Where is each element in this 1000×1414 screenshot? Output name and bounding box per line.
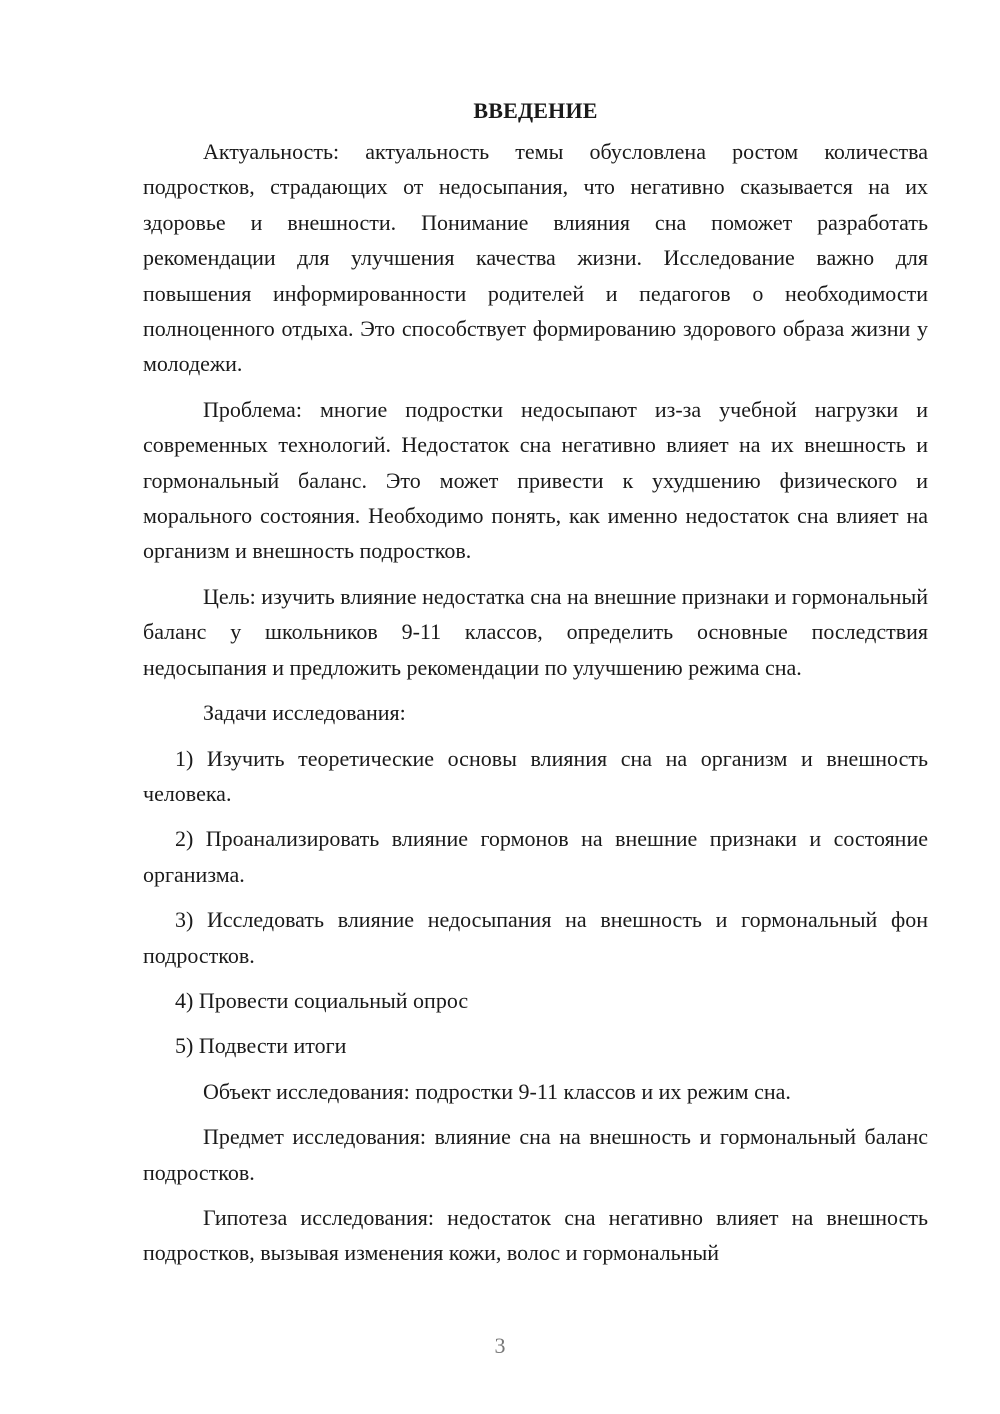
paragraph-hypothesis: Гипотеза исследования: недостаток сна негативно влияет на внешность подростков, вызывая изменения кожи, волос и гормональный xyxy=(143,1204,928,1266)
paragraph-tasks-heading: Задачи исследования: xyxy=(203,700,406,726)
paragraph-goal: Цель: изучить влияние недостатка сна на внешние признаки и гормональный баланс у школьников 9-11 классов, определить основные последствия недосыпания и предложить рекомендации по улучшению режима сна. xyxy=(143,583,928,680)
page-content xyxy=(143,96,928,1271)
page-number: 3 xyxy=(494,1333,506,1358)
section-title: ВВЕДЕНИЕ xyxy=(473,98,598,123)
task-item-2: 2) Проанализировать влияние гормонов на внешние признаки и состояние организма. xyxy=(143,826,928,887)
task-item-5: 5) Подвести итоги xyxy=(175,1033,347,1059)
paragraph-relevance: Актуальность: актуальность темы обусловлена ростом количества подростков, страдающих от недосыпания, что негативно сказывается на их здоровье и внешности. Понимание влияния сна поможет разработать рекомендации для улучшения качества жизни. Исследование важно для повышения информированности родителей и педагогов о необходимости полноценного отдыха. Это способствует формированию здорового образа жизни у молодежи. xyxy=(143,139,928,377)
paragraph-object: Объект исследования: подростки 9-11 классов и их режим сна. xyxy=(203,1078,791,1104)
paragraph-subject: Предмет исследования: влияние сна на внешность и гормональный баланс подростков. xyxy=(143,1124,928,1185)
task-item-1: 1) Изучить теоретические основы влияния сна на организм и внешность человека. xyxy=(143,745,928,806)
task-item-4: 4) Провести социальный опрос xyxy=(175,987,469,1013)
paragraph-problem: Проблема: многие подростки недосыпают из-за учебной нагрузки и современных технологий. Недостаток сна негативно влияет на их внешность и гормональный баланс. Это может привести к ухудшению физического и морального состояния. Необходимо понять, как именно недостаток сна влияет на организм и внешность подростков. xyxy=(143,396,928,564)
task-item-3: 3) Исследовать влияние недосыпания на внешность и гормональный фон подростков. xyxy=(143,907,928,968)
